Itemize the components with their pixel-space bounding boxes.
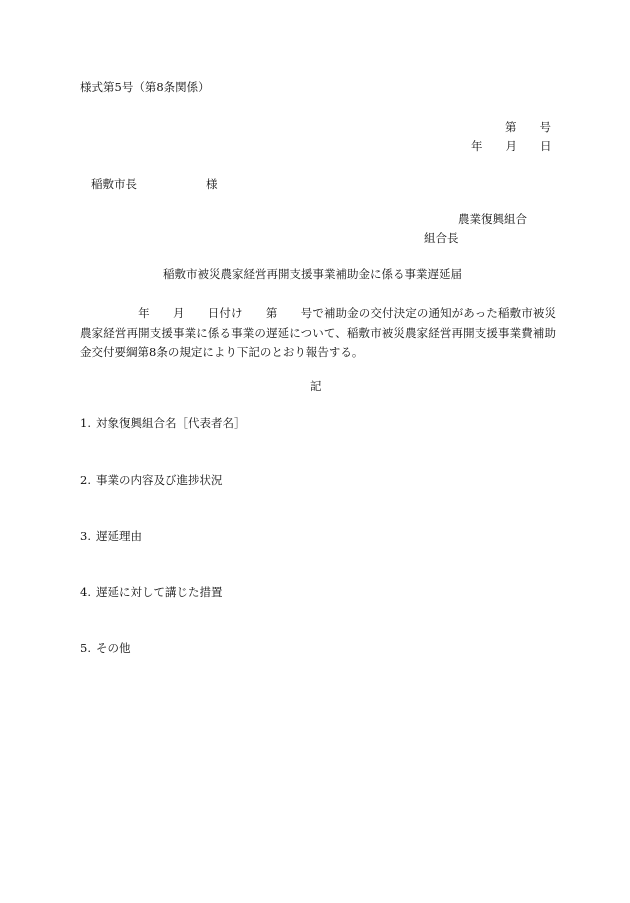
- item-number: 5.: [80, 641, 91, 655]
- document-number: 第 号: [505, 120, 551, 134]
- item-number: 1.: [80, 416, 91, 430]
- list-item: [80, 416, 246, 431]
- list-item: [80, 473, 223, 488]
- item-number: 2.: [80, 473, 91, 487]
- document-date: 年 月 日: [471, 139, 552, 153]
- body-paragraph: [80, 304, 556, 363]
- form-number: 様式第5号（第8条関係）: [80, 80, 210, 94]
- ki-heading: 記: [310, 379, 322, 393]
- list-item: [80, 529, 142, 544]
- sender-organization: 農業復興組合: [458, 212, 527, 226]
- item-label: 対象復興組合名［代表者名］: [96, 416, 246, 430]
- document-title: 稲敷市被災農家経営再開支援事業補助金に係る事業遅延届: [163, 267, 462, 281]
- list-item: [80, 585, 223, 600]
- item-label: 遅延理由: [96, 529, 142, 543]
- addressee: 稲敷市長 様: [91, 177, 218, 191]
- list-item: [80, 641, 131, 656]
- sender-representative: 組合長: [424, 231, 459, 245]
- body-text: 年 月 日付け 第 号で補助金の交付決定の通知があった稲敷市被災農家経営再開支援事業に係る事業の遅延について、稲敷市被災農家経営再開支援事業費補助金交付要綱第8条の規定により下記のとおり報告する。: [80, 306, 556, 359]
- item-number: 4.: [80, 585, 91, 599]
- item-label: その他: [96, 641, 131, 655]
- item-label: 事業の内容及び進捗状況: [96, 473, 223, 487]
- item-label: 遅延に対して講じた措置: [96, 585, 223, 599]
- item-number: 3.: [80, 529, 91, 543]
